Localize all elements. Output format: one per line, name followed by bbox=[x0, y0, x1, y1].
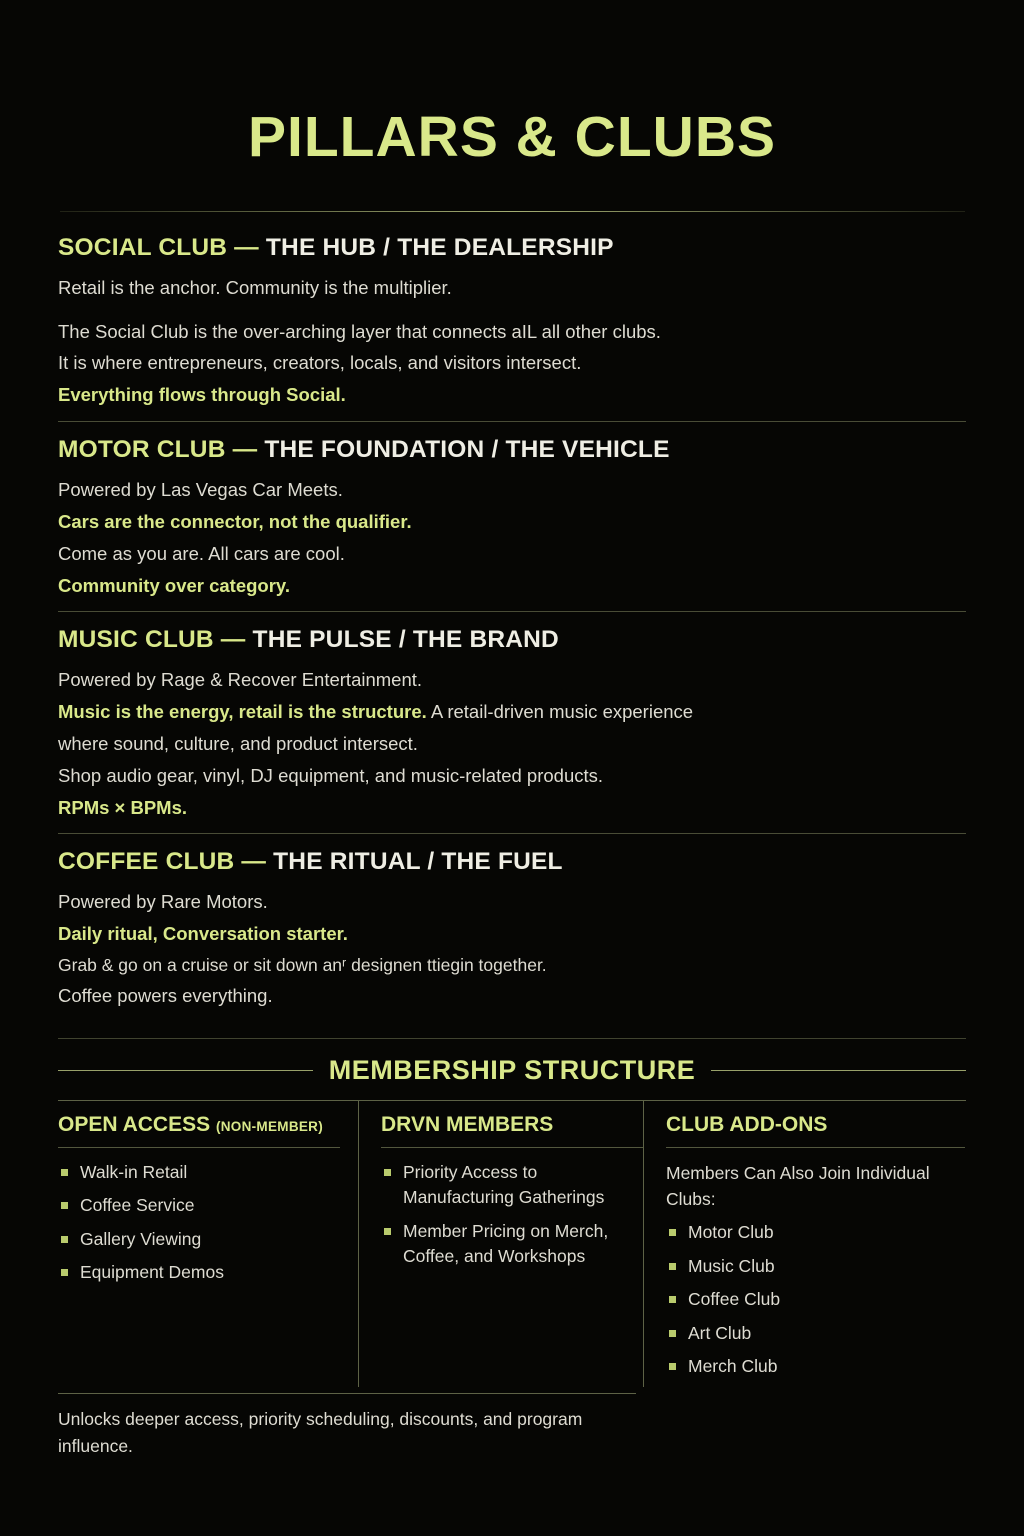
pillar-social-club bbox=[58, 234, 966, 421]
column-header bbox=[381, 1113, 643, 1148]
club-addons-list bbox=[666, 1220, 965, 1379]
pillar-line: The Social Club is the over-arching layer that connects aIL all other clubs. bbox=[58, 320, 661, 342]
membership-title: MEMBERSHIP STRUCTURE bbox=[328, 1054, 696, 1085]
pillar-line-highlight: Community over category. bbox=[58, 574, 290, 596]
pillar-line-trail: A retail-driven music experience bbox=[426, 701, 694, 723]
pillar-line: Retail is the anchor. Community is the multiplier. bbox=[58, 276, 452, 298]
membership-rule-left bbox=[58, 1070, 313, 1071]
pillar-heading-tail: THE HUB / THE DEALERSHIP bbox=[265, 233, 614, 261]
membership-column-club-addons bbox=[643, 1101, 965, 1387]
pillar-motor-club bbox=[58, 421, 966, 611]
list-item: Equipment Demos bbox=[58, 1260, 340, 1285]
pillars-list bbox=[0, 234, 1024, 1022]
line-spacer bbox=[58, 304, 966, 316]
list-item: Coffee Service bbox=[58, 1193, 340, 1218]
membership-rule-right bbox=[711, 1070, 966, 1071]
pillar-heading bbox=[58, 436, 966, 464]
list-item: Priority Access to Manufacturing Gatherings bbox=[381, 1160, 643, 1211]
membership-note: Unlocks deeper access, priority scheduling, discounts, and program influence. bbox=[58, 1393, 636, 1459]
column-header-text: OPEN ACCESS bbox=[58, 1112, 211, 1136]
pillar-line: Grab & go on a cruise or sit down anʳ designen ttiegin together. bbox=[58, 955, 547, 976]
pillar-heading bbox=[58, 848, 966, 876]
pillar-line-highlight: Music is the energy, retail is the structure. bbox=[58, 701, 427, 723]
list-item: Art Club bbox=[666, 1321, 965, 1346]
membership-footnote-wrap bbox=[58, 1387, 651, 1459]
pillar-line: Powered by Rare Motors. bbox=[58, 891, 268, 913]
pillar-line-mixed bbox=[58, 696, 966, 728]
pillar-line-highlight: Daily ritual, Conversation starter. bbox=[58, 923, 348, 945]
drvn-members-list bbox=[381, 1160, 643, 1270]
column-header bbox=[58, 1113, 340, 1148]
pillar-line: where sound, culture, and product intersect. bbox=[58, 732, 418, 754]
addons-lead-text: Members Can Also Join Individual Clubs: bbox=[666, 1162, 930, 1210]
pillar-line-highlight: Cars are the connector, not the qualifier. bbox=[58, 510, 412, 532]
list-item: Gallery Viewing bbox=[58, 1227, 340, 1252]
pillar-line: Shop audio gear, vinyl, DJ equipment, and music-related products. bbox=[58, 764, 604, 786]
column-header-text: DRVN MEMBERS bbox=[381, 1112, 554, 1136]
list-item: Motor Club bbox=[666, 1220, 965, 1245]
membership-structure bbox=[0, 1038, 1024, 1387]
membership-footnote-row bbox=[0, 1387, 1024, 1459]
list-item: Walk-in Retail bbox=[58, 1160, 340, 1185]
membership-title-row bbox=[58, 1038, 966, 1086]
pillar-heading-tail: THE RITUAL / THE FUEL bbox=[273, 848, 563, 876]
pillar-music-club bbox=[58, 611, 966, 833]
pillar-heading-main: SOCIAL CLUB — bbox=[58, 233, 259, 261]
column-header-text: CLUB ADD-ONS bbox=[666, 1112, 828, 1136]
pillar-line: Powered by Rage & Recover Entertainment. bbox=[58, 669, 423, 691]
pillar-line: Come as you are. All cars are cool. bbox=[58, 542, 345, 564]
membership-table bbox=[58, 1100, 966, 1387]
pillar-heading-tail: THE PULSE / THE BRAND bbox=[252, 626, 559, 654]
membership-column-drvn-members bbox=[358, 1101, 643, 1387]
pillar-line: It is where entrepreneurs, creators, locals, and visitors intersect. bbox=[58, 352, 582, 374]
list-item: Member Pricing on Merch, Coffee, and Workshops bbox=[381, 1219, 643, 1270]
pillar-heading-main: MOTOR CLUB — bbox=[58, 436, 258, 464]
title-divider bbox=[60, 211, 965, 212]
pillar-line-highlight: RPMs × BPMs. bbox=[58, 796, 188, 818]
pillar-heading bbox=[58, 626, 966, 654]
pillar-heading-tail: THE FOUNDATION / THE VEHICLE bbox=[264, 436, 670, 464]
column-header-sub: (NON-MEMBER) bbox=[215, 1118, 324, 1134]
column-header bbox=[666, 1113, 965, 1148]
pillar-heading-main: MUSIC CLUB — bbox=[58, 626, 246, 654]
pillar-line: Powered by Las Vegas Car Meets. bbox=[58, 479, 343, 501]
pillar-heading bbox=[58, 234, 966, 262]
membership-footnote-spacer bbox=[651, 1387, 966, 1459]
list-item: Merch Club bbox=[666, 1354, 965, 1379]
pillar-line-highlight: Everything flows through Social. bbox=[58, 384, 346, 406]
pillar-heading-main: COFFEE CLUB — bbox=[58, 848, 267, 876]
page-title: PILLARS & CLUBS bbox=[248, 105, 776, 169]
list-item: Music Club bbox=[666, 1254, 965, 1279]
open-access-list bbox=[58, 1160, 340, 1286]
membership-column-open-access bbox=[58, 1101, 358, 1387]
pillar-coffee-club bbox=[58, 833, 966, 1022]
pillar-line: Coffee powers everything. bbox=[58, 985, 273, 1007]
list-item: Coffee Club bbox=[666, 1287, 965, 1312]
